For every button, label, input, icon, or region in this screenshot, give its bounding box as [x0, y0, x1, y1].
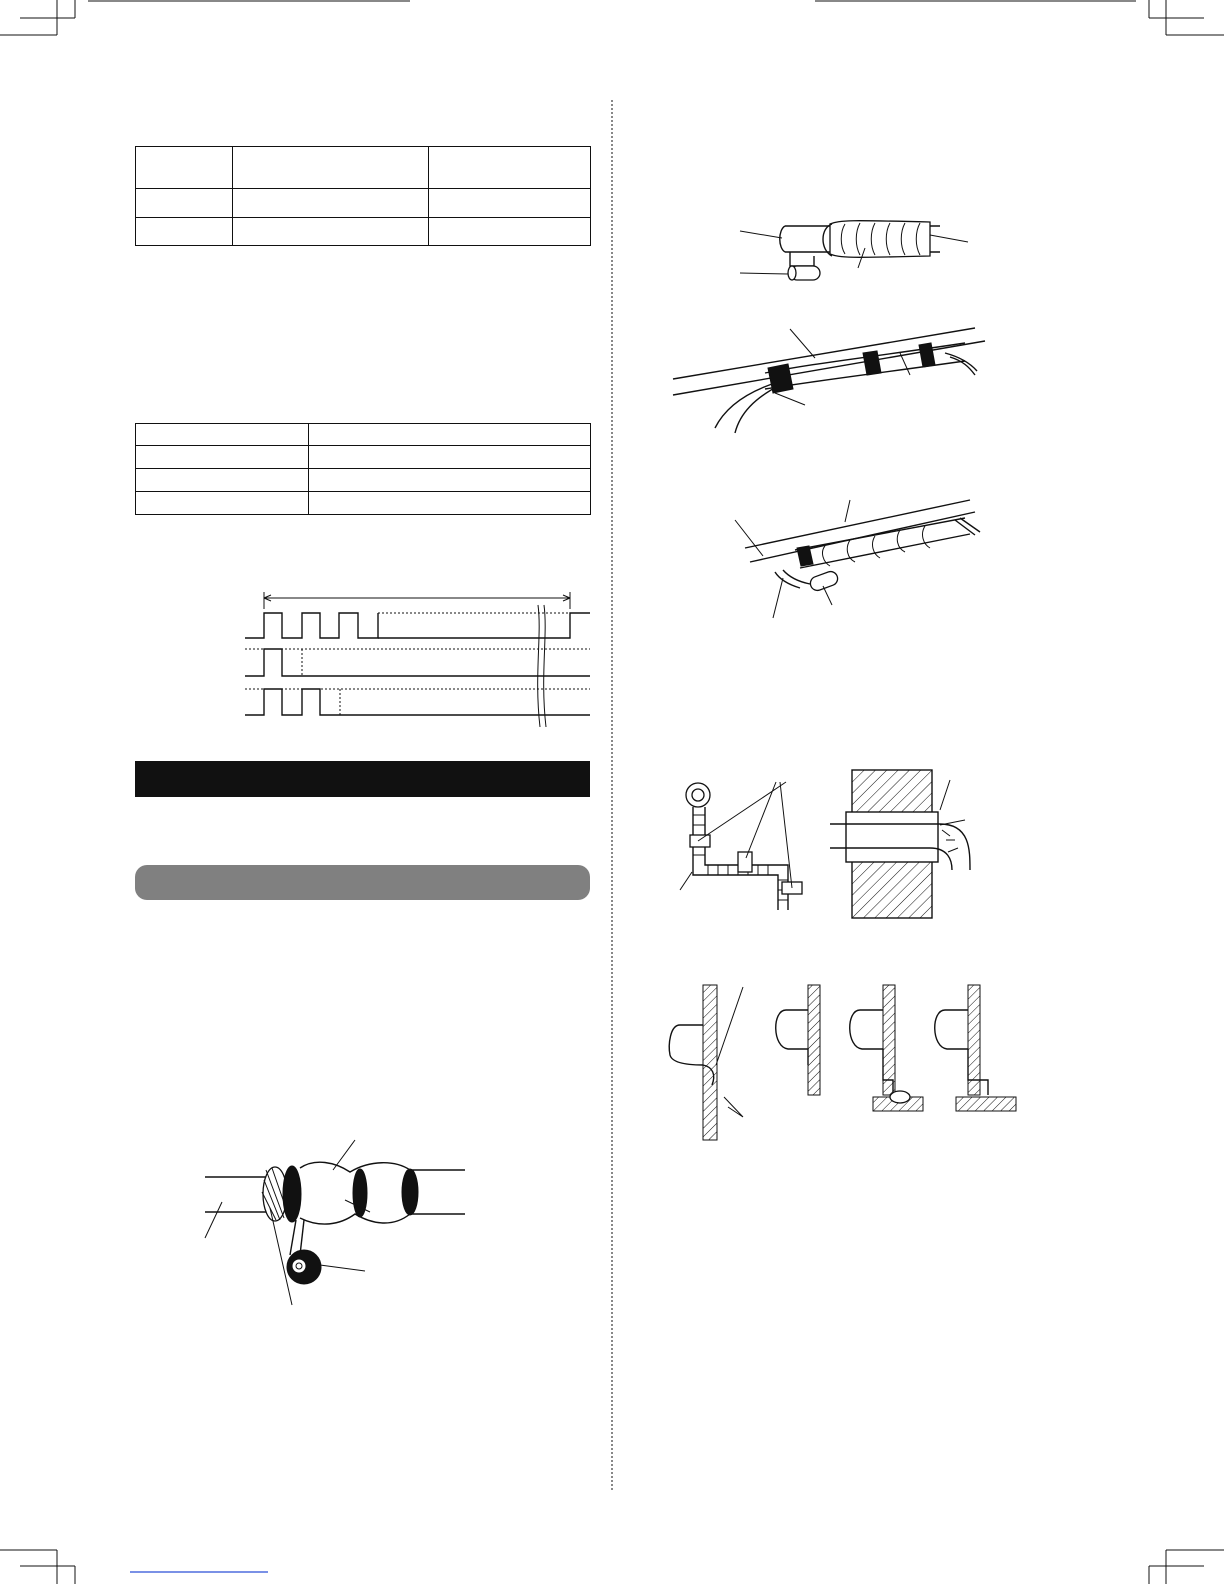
table-row	[136, 469, 591, 492]
pipe-taped-with-wires-figure	[665, 323, 1005, 443]
table-middle	[135, 423, 591, 515]
wall-sleeve-figure	[830, 770, 980, 920]
table-row	[136, 424, 591, 446]
table-row	[136, 189, 591, 218]
table-top	[135, 146, 591, 246]
section-heading-bar	[135, 761, 590, 797]
timing-chart	[240, 585, 600, 735]
table-row	[136, 147, 591, 189]
table-row	[136, 218, 591, 246]
subsection-heading-bar	[135, 865, 590, 900]
pipe-clamps-figure	[668, 780, 818, 930]
pipe-taping-closeup-figure	[200, 1140, 500, 1320]
drain-routing-figure	[668, 985, 1048, 1145]
table-row	[136, 446, 591, 469]
pipe-with-tape-roll-figure	[740, 220, 980, 300]
pipe-wrap-and-tape-roll-figure	[735, 500, 1005, 630]
table-row	[136, 492, 591, 515]
